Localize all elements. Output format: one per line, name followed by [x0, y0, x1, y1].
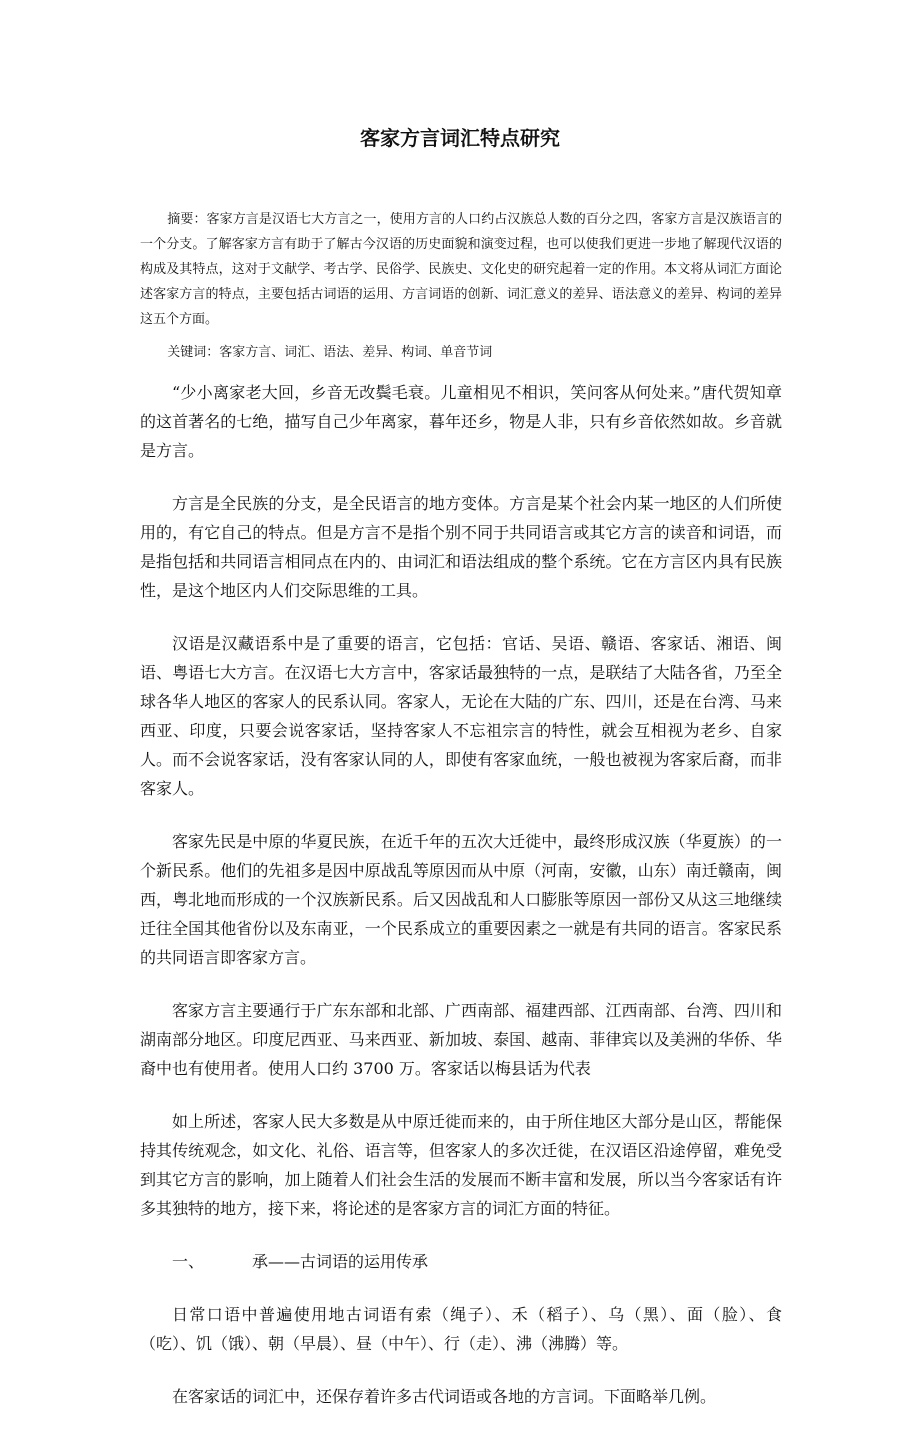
paragraph: 日常口语中普遍使用地古词语有索（绳子）、禾（稻子）、乌（黑）、面（脸）、食（吃）、饥（饿）、朝（早晨）、昼（中午）、行（走）、沸（沸腾）等。	[140, 1305, 782, 1353]
paragraph: 客家先民是中原的华夏民族，在近千年的五次大迁徙中，最终形成汉族（华夏族）的一个新民系。他们的先祖多是因中原战乱等原因而从中原（河南，安徽，山东）南迁赣南，闽西，粤北地而形成的一个汉族新民系。后又因战乱和人口膨胀等原因一部份又从这三地继续迁往全国其他省份以及东南亚，一个民系成立的重要因素之一就是有共同的语言。客家民系的共同语言即客家方言。	[140, 832, 782, 967]
document-body	[140, 378, 782, 1435]
keywords: 关键词：客家方言、词汇、语法、差异、构词、单音节词	[167, 345, 493, 360]
section-number: 一、	[172, 1252, 205, 1271]
section-heading	[140, 1247, 782, 1276]
section-title: 承——古词语的运用传承	[252, 1252, 429, 1271]
document-title: 客家方言词汇特点研究	[360, 126, 560, 150]
paragraph: 汉语是汉藏语系中是了重要的语言，它包括：官话、吴语、赣语、客家话、湘语、闽语、粤语七大方言。在汉语七大方言中，客家话最独特的一点，是联结了大陆各省，乃至全球各华人地区的客家人的民系认同。客家人，无论在大陆的广东、四川，还是在台湾、马来西亚、印度，只要会说客家话，坚持客家人不忘祖宗言的特性，就会互相视为老乡、自家人。而不会说客家话，没有客家认同的人，即使有客家血统，一般也被视为客家后裔，而非客家人。	[140, 634, 782, 798]
paragraph: 如上所述，客家人民大多数是从中原迁徙而来的，由于所住地区大部分是山区，帮能保持其传统观念，如文化、礼俗、语言等，但客家人的多次迁徙，在汉语区沿途停留，难免受到其它方言的影响，加上随着人们社会生活的发展而不断丰富和发展，所以当今客家话有许多其独特的地方，接下来，将论述的是客家方言的词汇方面的特征。	[140, 1112, 782, 1218]
paragraph: “少小离家老大回，乡音无改鬓毛衰。儿童相见不相识，笑问客从何处来。”唐代贺知章的这首著名的七绝，描写自己少年离家，暮年还乡，物是人非，只有乡音依然如故。乡音就是方言。	[140, 383, 782, 460]
paragraph: 客家方言主要通行于广东东部和北部、广西南部、福建西部、江西南部、台湾、四川和湖南部分地区。印度尼西亚、马来西亚、新加坡、泰国、越南、菲律宾以及美洲的华侨、华裔中也有使用者。使用人口约 3700 万。客家话以梅县话为代表	[140, 1001, 782, 1078]
paragraph: 在客家话的词汇中，还保存着许多古代词语或各地的方言词。下面略举几例。	[172, 1387, 717, 1406]
paragraph: 方言是全民族的分支，是全民语言的地方变体。方言是某个社会内某一地区的人们所使用的，有它自己的特点。但是方言不是指个别不同于共同语言或其它方言的读音和词语，而是指包括和共同语言相同点在内的、由词汇和语法组成的整个系统。它在方言区内具有民族性，是这个地区内人们交际思维的工具。	[140, 494, 782, 600]
abstract: 摘要：客家方言是汉语七大方言之一，使用方言的人口约占汉族总人数的百分之四，客家方言是汉族语言的一个分支。了解客家方言有助于了解古今汉语的历史面貌和演变过程，也可以使我们更进一步地了解现代汉语的构成及其特点，这对于文献学、考古学、民俗学、民族史、文化史的研究起着一定的作用。本文将从词汇方面论述客家方言的特点，主要包括古词语的运用、方言词语的创新、词汇意义的差异、语法意义的差异、构词的差异这五个方面。	[140, 212, 782, 327]
